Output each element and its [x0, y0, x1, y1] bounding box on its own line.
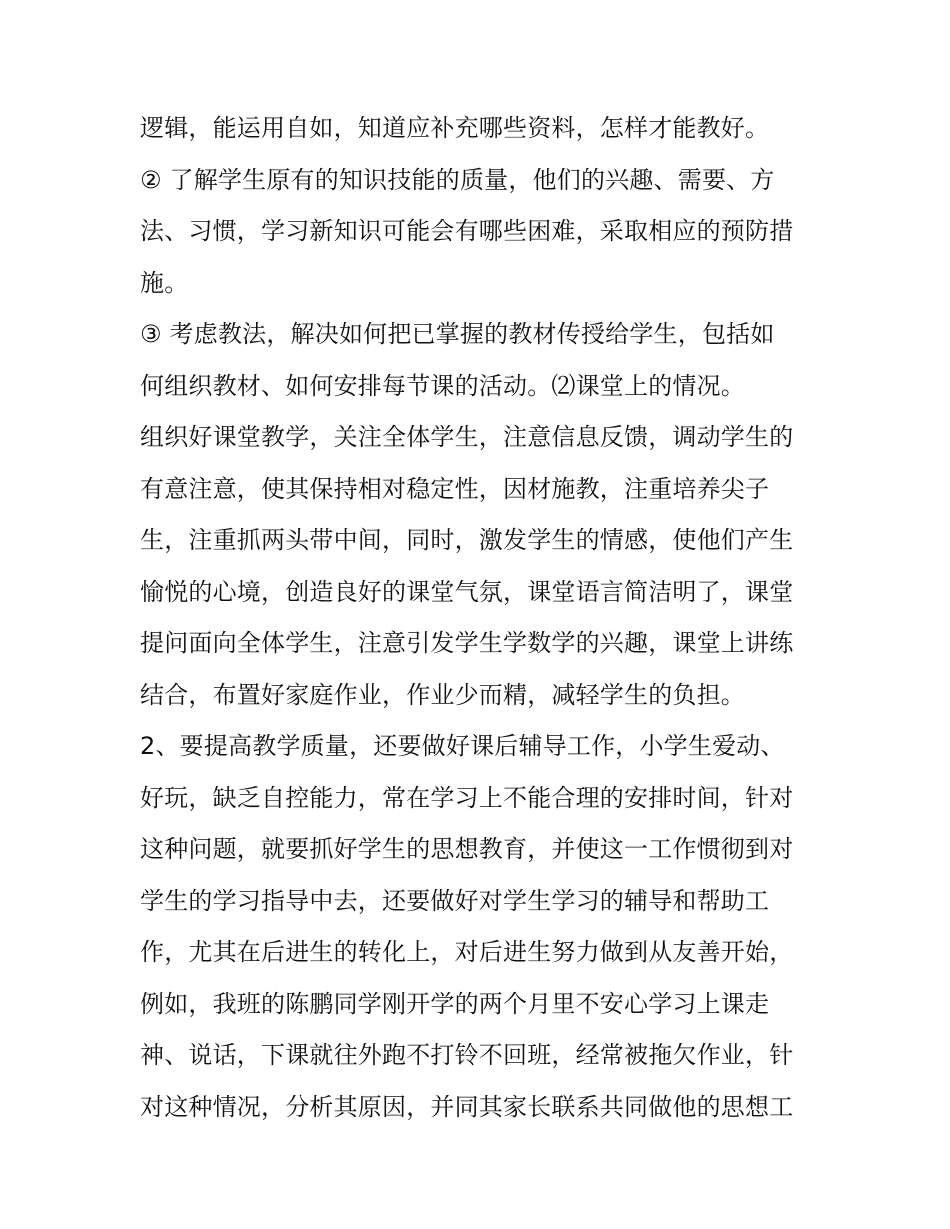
text-line: 好玩，缺乏自控能力，常在学习上不能合理的安排时间，针对 — [140, 783, 794, 812]
text-line: 逻辑，能运用自如，知道应补充哪些资料，怎样才能教好。 — [140, 114, 770, 142]
text-line: 这种问题，就要抓好学生的思想教育，并使这一工作惯彻到对 — [140, 835, 794, 863]
text-line: 法、习惯，学习新知识可能会有哪些困难，采取相应的预防措 — [140, 217, 794, 245]
text-line: 生，注重抓两头带中间，同时，激发学生的情感，使他们产生 — [140, 526, 794, 554]
text-line: 有意注意，使其保持相对稳定性，因材施教，注重培养尖子 — [140, 474, 770, 503]
text-line: 结合，布置好家庭作业，作业少而精，减轻学生的负担。 — [140, 680, 745, 709]
text-line: ② 了解学生原有的知识技能的质量，他们的兴趣、需要、方 — [140, 165, 775, 194]
text-line: 愉悦的心境，创造良好的课堂气氛，课堂语言简洁明了，课堂 — [140, 577, 794, 606]
text-line: 组织好课堂教学，关注全体学生，注意信息反馈，调动学生的 — [140, 423, 794, 451]
text-line: 作，尤其在后进生的转化上，对后进生努力做到从友善开始， — [140, 938, 794, 966]
body-text — [140, 103, 830, 1133]
text-line: 何组织教材、如何安排每节课的活动。⑵课堂上的情况。 — [140, 371, 745, 400]
text-line: 神、说话，下课就往外跑不打铃不回班，经常被拖欠作业，针 — [140, 1041, 794, 1069]
text-line: 2、要提高教学质量，还要做好课后辅导工作，小学生爱动、 — [140, 732, 785, 760]
text-line: 对这种情况，分析其原因，并同其家长联系共同做他的思想工 — [140, 1092, 794, 1121]
text-line: 例如，我班的陈鹏同学刚开学的两个月里不安心学习上课走 — [140, 989, 770, 1018]
text-line: 提问面向全体学生，注意引发学生学数学的兴趣，课堂上讲练 — [140, 629, 794, 657]
text-line: ③ 考虑教法，解决如何把已掌握的教材传授给学生，包括如 — [140, 320, 775, 348]
text-line: 学生的学习指导中去，还要做好对学生学习的辅导和帮助工 — [140, 886, 770, 915]
text-line: 施。 — [140, 268, 189, 297]
